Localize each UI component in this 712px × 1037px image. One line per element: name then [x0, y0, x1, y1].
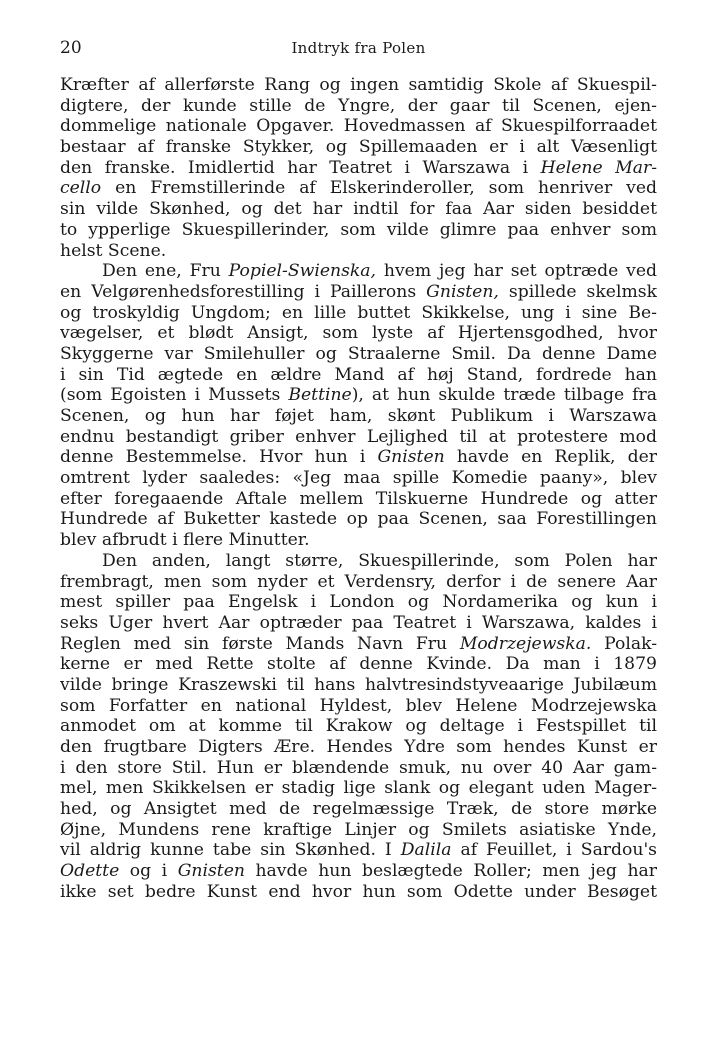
paragraph	[60, 75, 657, 261]
text-line	[60, 116, 657, 137]
text-line	[60, 261, 657, 282]
text-line	[60, 303, 657, 324]
text-run: endnu bestandigt griber enhver Lejlighed til at protestere mod	[60, 426, 657, 447]
text-run: som Forfatter en national Hyldest, blev Helene Modrzejewska	[60, 695, 657, 716]
text-line	[60, 861, 657, 882]
text-line	[60, 385, 657, 406]
text-run: havde hun beslægtede Roller; men jeg har	[244, 861, 657, 882]
text-line	[60, 572, 657, 593]
text-line	[60, 675, 657, 696]
text-run: den franske. Imidlertid har Teatret i Warszawa i	[60, 157, 541, 178]
text-line	[60, 447, 657, 468]
text-run: (som Egoisten i Mussets	[60, 385, 289, 406]
italic-title: Helene Mar-	[540, 157, 657, 178]
text-line	[60, 592, 657, 613]
italic-title: Bettine	[288, 385, 352, 406]
text-line	[60, 530, 657, 551]
text-run: vægelser, et blødt Ansigt, som lyste af Hjertensgodhed, hvor	[60, 323, 657, 344]
text-run: sin vilde Skønhed, og det har indtil for faa Aar siden besiddet	[60, 199, 657, 220]
text-run: seks Uger hvert Aar optræder paa Teatret i Warszawa, kaldes i	[60, 612, 657, 633]
text-run: vilde bringe Kraszewski til hans halvtresindstyveaarige Jubilæum	[60, 674, 657, 695]
text-run: Scenen, og hun har føjet ham, skønt Publikum i Warszawa	[60, 406, 657, 426]
text-line	[60, 840, 657, 861]
text-run: digtere, der kunde stille de Yngre, der gaar til Scenen, ejen-	[60, 95, 657, 116]
text-run: en Velgørenhedsforestilling i Paillerons	[60, 281, 427, 302]
text-run: i sin Tid ægtede en ældre Mand af høj Stand, fordrede han	[60, 364, 657, 385]
text-run: ikke set bedre Kunst end hvor hun som Odette under Besøget	[60, 881, 657, 902]
text-run: Hundrede af Buketter kastede op paa Scenen, saa Forestillingen	[60, 509, 657, 530]
text-run: to ypperlige Skuespillerinder, som vilde glimre paa enhver som	[60, 219, 657, 240]
text-line	[60, 220, 657, 241]
text-run: i den store Stil. Hun er blændende smuk, nu over 40 Aar gam-	[60, 757, 657, 778]
text-run: spillede skelmsk	[498, 281, 657, 302]
text-line	[60, 634, 657, 655]
text-line	[60, 468, 657, 489]
text-line	[60, 406, 657, 427]
text-run: den frugtbare Digters Ære. Hendes Ydre som hendes Kunst er	[60, 737, 657, 757]
text-run: hvem jeg har set optræde ved	[376, 261, 657, 282]
text-run: vil aldrig kunne tabe sin Skønhed. I	[60, 840, 401, 861]
text-run: Kræfter af allerførste Rang og ingen samtidig Skole af Skuespil-	[60, 75, 657, 95]
text-run: Øjne, Mundens rene kraftige Linjer og Smilets asiatiske Ynde,	[60, 819, 657, 840]
text-run: Den anden, langt større, Skuespillerinde, som Polen har	[102, 550, 657, 571]
text-run: blev afbrudt i flere Minutter.	[60, 530, 310, 551]
text-line	[60, 75, 657, 96]
text-run: bestaar af franske Stykker, og Spillemaaden er i alt Væsenligt	[60, 137, 657, 158]
italic-title: Gnisten	[377, 447, 445, 468]
text-line	[60, 716, 657, 737]
paragraph	[60, 551, 657, 903]
text-run: en Fremstillerinde af Elskerinderoller, som henriver ved	[101, 178, 657, 199]
paragraph	[60, 261, 657, 551]
text-line	[60, 199, 657, 220]
text-line	[60, 96, 657, 117]
text-line	[60, 427, 657, 448]
text-line	[60, 820, 657, 841]
text-line	[60, 489, 657, 510]
text-line	[60, 778, 657, 799]
text-run: Reglen med sin første Mands Navn Fru	[60, 633, 460, 654]
text-run: mel, men Skikkelsen er stadig lige slank og elegant uden Mager-	[60, 778, 657, 799]
text-run: og i	[119, 861, 178, 882]
body-text	[60, 75, 657, 903]
text-run: hed, og Ansigtet med de regelmæssige Træk, de store mørke	[60, 799, 657, 820]
italic-title: Popiel-Swienska,	[228, 261, 377, 282]
text-line	[60, 758, 657, 779]
running-title: Indtryk fra Polen	[291, 39, 426, 57]
italic-title: Odette	[60, 861, 120, 882]
text-line	[60, 365, 657, 386]
text-line	[60, 882, 657, 903]
text-run: ), at hun skulde træde tilbage fra	[351, 385, 657, 406]
text-line	[60, 178, 657, 199]
text-line	[60, 696, 657, 717]
text-line	[60, 241, 657, 262]
text-run: Skyggerne var Smilehuller og Straalerne Smil. Da denne Dame	[60, 343, 657, 364]
text-line	[60, 654, 657, 675]
text-run: Polak-	[591, 633, 657, 654]
text-run: anmodet om at komme til Krakow og deltage i Festspillet til	[60, 716, 657, 737]
italic-title: Dalila	[400, 840, 452, 861]
text-line	[60, 158, 657, 179]
text-run: dommelige nationale Opgaver. Hovedmassen af Skuespilforraadet	[60, 116, 657, 137]
text-run: mest spiller paa Engelsk i London og Nordamerika og kun i	[60, 592, 657, 613]
text-line	[60, 137, 657, 158]
text-run: helst Scene.	[60, 240, 167, 261]
text-line	[60, 799, 657, 820]
text-run: denne Bestemmelse. Hvor hun i	[60, 447, 378, 468]
text-line	[60, 282, 657, 303]
text-line	[60, 737, 657, 758]
italic-title: Gnisten,	[426, 281, 499, 302]
text-line	[60, 613, 657, 634]
text-run: omtrent lyder saaledes: «Jeg maa spille Komedie paany», blev	[60, 468, 657, 489]
italic-title: cello	[60, 178, 102, 199]
text-run: frembragt, men som nyder et Verdensry, derfor i de senere Aar	[60, 571, 657, 592]
text-run: og troskyldig Ungdom; en lille buttet Skikkelse, ung i sine Be-	[60, 302, 657, 323]
text-line	[60, 323, 657, 344]
page-header	[60, 38, 657, 60]
text-run: af Feuillet, i Sardou's	[451, 840, 657, 861]
text-run: kerne er med Rette stolte af denne Kvinde. Da man i 1879	[60, 654, 657, 675]
text-line	[60, 509, 657, 530]
text-line	[60, 551, 657, 572]
italic-title: Gnisten	[177, 861, 245, 882]
text-run: havde en Replik, der	[444, 447, 657, 468]
italic-title: Modrzejewska.	[459, 633, 592, 654]
text-line	[60, 344, 657, 365]
text-run: efter foregaaende Aftale mellem Tilskuerne Hundrede og atter	[60, 488, 657, 509]
text-run: Den ene, Fru	[102, 261, 229, 282]
page-number: 20	[60, 38, 82, 58]
